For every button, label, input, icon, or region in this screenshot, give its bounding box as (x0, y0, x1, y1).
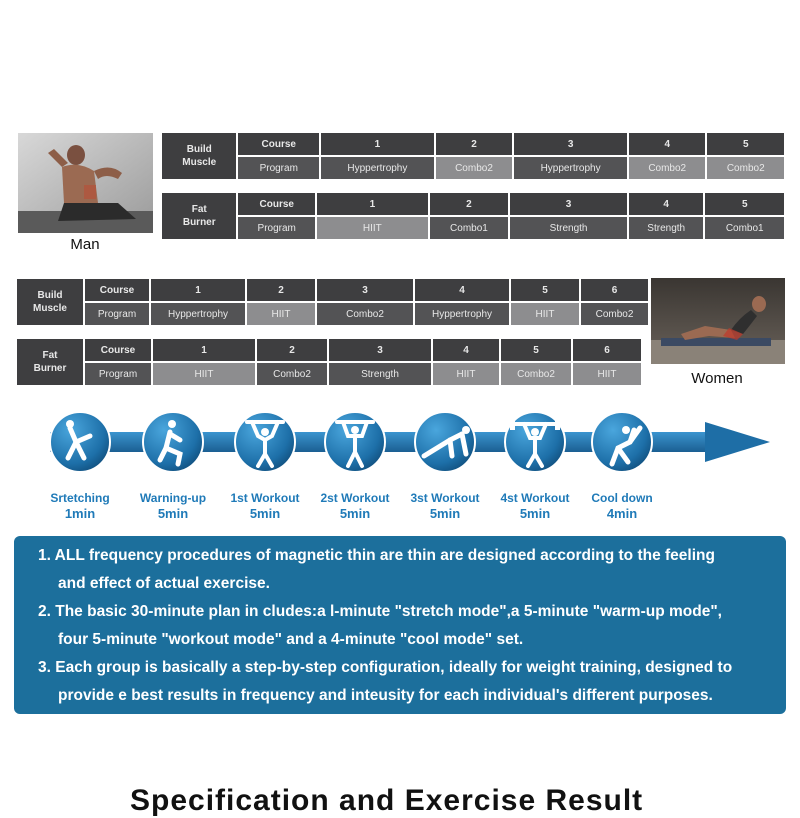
course-number: 3 (317, 279, 413, 301)
course-number: 5 (705, 193, 784, 215)
program-header: Program (85, 363, 151, 385)
step-2st-workout: 2st Workout 5min (320, 491, 390, 521)
program-header: Program (238, 217, 315, 239)
note-3-line-1: 3. Each group is basically a step-by-step configuration, ideally for weight training, designed to (38, 659, 733, 676)
women-photo (651, 278, 785, 364)
chin-up-icon (325, 412, 385, 472)
course-number: 3 (329, 339, 431, 361)
warm-up-icon (143, 412, 203, 472)
workout-flow (0, 410, 800, 530)
program-cell: Combo2 (707, 157, 784, 179)
program-cell: Strength (510, 217, 627, 239)
program-cell: HIIT (317, 217, 428, 239)
course-number: 1 (321, 133, 434, 155)
note-1-line-1: 1. ALL frequency procedures of magnetic thin are thin are designed according to the feeling (38, 547, 715, 564)
step-stretching: Srtetching 1min (50, 491, 110, 521)
cool-down-stretch-icon (592, 412, 652, 472)
program-cell: Combo2 (501, 363, 571, 385)
program-cell: Hyppertrophy (151, 303, 245, 325)
program-cell: Combo2 (581, 303, 648, 325)
man-build-muscle-table (160, 131, 786, 181)
man-fat-burner-table (160, 191, 786, 241)
course-number: 1 (317, 193, 428, 215)
program-cell: Hyppertrophy (321, 157, 434, 179)
program-cell: Hyppertrophy (514, 157, 627, 179)
program-cell: Strength (629, 217, 703, 239)
course-number: 5 (511, 279, 579, 301)
note-3-line-2: provide e best results in frequency and inteusity for each individual's different purposes. (58, 687, 713, 704)
program-cell: Combo2 (629, 157, 706, 179)
pull-up-icon (235, 412, 295, 472)
program-cell: Combo1 (430, 217, 509, 239)
section-title: Specification and Exercise Result (130, 784, 644, 817)
course-number: 6 (581, 279, 648, 301)
course-number: 2 (430, 193, 509, 215)
women-fat-burner-table (15, 337, 643, 387)
women-build-muscle-table (15, 277, 650, 327)
step-1st-workout: 1st Workout 5min (230, 491, 300, 521)
course-number: 3 (514, 133, 627, 155)
program-cell: HIIT (573, 363, 641, 385)
course-number: 4 (629, 193, 703, 215)
row-label-fat-burner: Fat Burner (17, 339, 83, 385)
step-cool-down: Cool down 4min (591, 491, 653, 521)
note-2-line-1: 2. The basic 30-minute plan in cludes:a l-minute "stretch mode",a 5-minute "warm-up mode", (38, 603, 722, 620)
program-cell: Combo2 (436, 157, 513, 179)
program-cell: HIIT (511, 303, 579, 325)
program-cell: Hyppertrophy (415, 303, 509, 325)
course-number: 3 (510, 193, 627, 215)
step-warm-up: Warning-up 5min (139, 491, 207, 521)
course-header: Course (85, 279, 149, 301)
course-number: 4 (415, 279, 509, 301)
women-caption: Women (691, 370, 743, 387)
program-header: Program (238, 157, 319, 179)
program-cell: HIIT (153, 363, 255, 385)
course-number: 5 (707, 133, 784, 155)
notes-panel (14, 536, 786, 714)
program-cell: HIIT (433, 363, 499, 385)
course-number: 6 (573, 339, 641, 361)
program-cell: Combo2 (257, 363, 327, 385)
course-number: 2 (247, 279, 315, 301)
course-number: 1 (153, 339, 255, 361)
row-label-build-muscle: Build Muscle (17, 279, 83, 325)
course-number: 4 (629, 133, 706, 155)
step-3st-workout: 3st Workout 5min (410, 491, 480, 521)
row-label-build-muscle: Build Muscle (162, 133, 236, 179)
course-number: 1 (151, 279, 245, 301)
course-number: 2 (257, 339, 327, 361)
program-cell: HIIT (247, 303, 315, 325)
note-2-line-2: four 5-minute "workout mode" and a 4-minute "cool mode" set. (58, 631, 524, 648)
course-header: Course (85, 339, 151, 361)
program-header: Program (85, 303, 149, 325)
program-cell: Combo2 (317, 303, 413, 325)
program-cell: Strength (329, 363, 431, 385)
course-number: 2 (436, 133, 513, 155)
stretching-icon (50, 412, 110, 472)
note-1-line-2: and effect of actual exercise. (58, 575, 270, 592)
course-header: Course (238, 193, 315, 215)
course-number: 5 (501, 339, 571, 361)
step-4st-workout: 4st Workout 5min (500, 491, 570, 521)
course-header: Course (238, 133, 319, 155)
man-photo (18, 133, 153, 233)
row-label-fat-burner: Fat Burner (162, 193, 236, 239)
push-up-icon (415, 412, 475, 472)
barbell-lift-icon (505, 412, 565, 472)
program-cell: Combo1 (705, 217, 784, 239)
course-number: 4 (433, 339, 499, 361)
man-caption: Man (70, 236, 100, 253)
